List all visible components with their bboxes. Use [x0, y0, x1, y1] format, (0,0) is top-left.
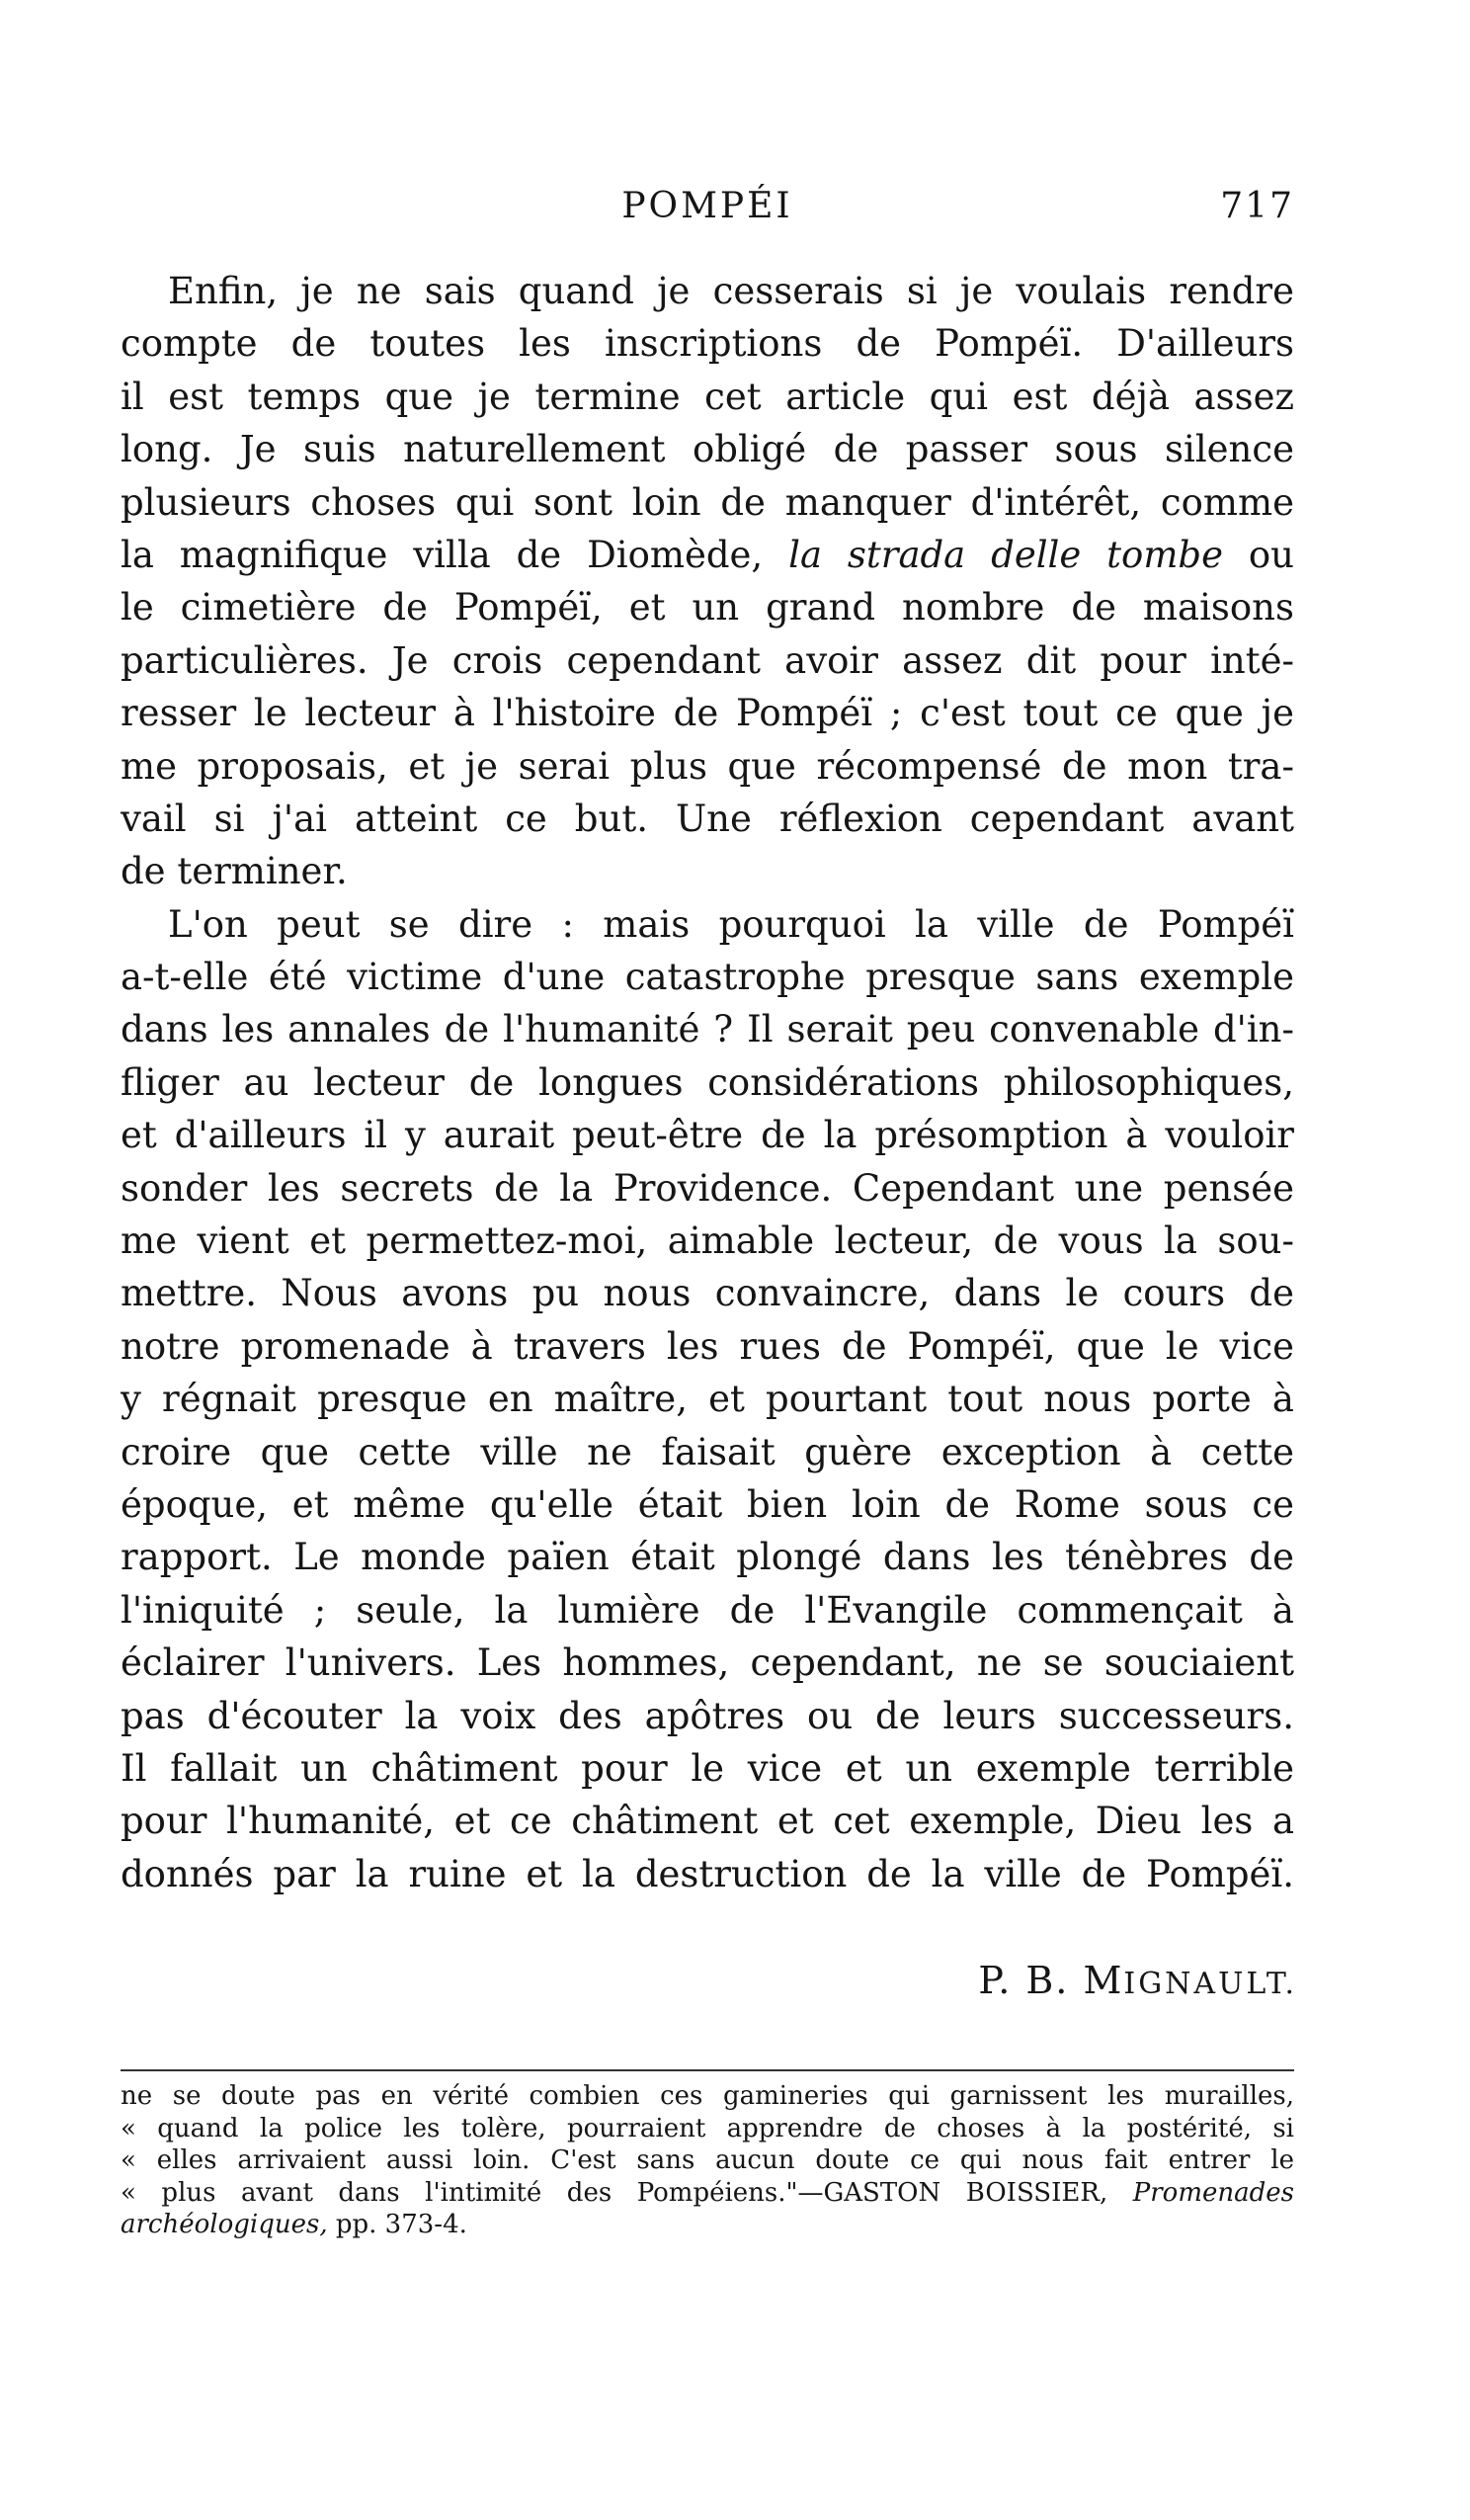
text-line: compte de toutes les inscriptions de Pompéï. D'ailleurs: [121, 322, 1294, 366]
footnote-line: « elles arrivaient aussi loin. C'est sans aucun doute ce qui nous fait entrer le: [121, 2145, 1294, 2175]
main-text: [121, 265, 1294, 1900]
text-line: mettre. Nous avons pu nous convaincre, dans le cours de: [121, 1272, 1294, 1315]
text-line: sonder les secrets de la Providence. Cependant une pensée: [121, 1166, 1294, 1210]
text-line-with-italic: [121, 529, 1294, 581]
text-line: dans les annales de l'humanité ? Il serait peu convenable d'in-: [121, 1008, 1294, 1051]
text-line: rapport. Le monde païen était plongé dans les ténèbres de: [121, 1536, 1294, 1579]
running-title: POMPÉI: [621, 186, 793, 226]
text-line: Enfin, je ne sais quand je cesserais si je voulais rendre: [168, 270, 1294, 312]
text-line: vail si j'ai atteint ce but. Une réflexion cependant avant: [121, 797, 1294, 840]
text-line: resser le lecteur à l'histoire de Pompéï ; c'est tout ce que je: [121, 692, 1294, 735]
italic-title: la strada delle tombe: [788, 533, 1223, 576]
text-line: le cimetière de Pompéï, et un grand nombre de maisons: [121, 586, 1294, 630]
text-line: me proposais, et je serai plus que récompensé de mon tra-: [121, 744, 1294, 788]
footnote-line: ne se doute pas en vérité combien ces gamineries qui garnissent les murailles,: [121, 2081, 1294, 2111]
text-line: il est temps que je termine cet article qui est déjà assez: [121, 375, 1294, 418]
text-line: a-t-elle été victime d'une catastrophe presque sans exemple: [121, 956, 1294, 999]
text-line: époque, et même qu'elle était bien loin de Rome sous ce: [121, 1482, 1294, 1526]
text-line: L'on peut se dire : mais pourquoi la ville de Pompéï: [168, 902, 1294, 946]
text-line: croire que cette ville ne faisait guère exception à cette: [121, 1430, 1294, 1473]
text-line: particulières. Je crois cependant avoir assez dit pour inté-: [121, 638, 1294, 682]
footnote-line: « quand la police les tolère, pourraient apprendre de choses à la postérité, si: [121, 2113, 1294, 2143]
text-line: plusieurs choses qui sont loin de manquer d'intérêt, comme: [121, 480, 1294, 524]
text-segment: « plus avant dans l'intimité des Pompéiens."—GASTON BOISSIER,: [121, 2177, 1108, 2208]
text-segment: la magnifique villa de Diomède,: [121, 533, 764, 576]
page-number: 717: [1220, 186, 1294, 226]
text-segment: ou: [1248, 533, 1294, 576]
text-line: Il fallait un châtiment pour le vice et un exemple terrible: [121, 1746, 1294, 1790]
footnote-line-with-italic: [121, 2177, 1294, 2210]
signature-initials: P. B. M: [978, 1959, 1124, 2002]
signature-surname: IGNAULT.: [1123, 1967, 1297, 2001]
footnote: [121, 2080, 1294, 2241]
footnote-divider: [121, 2069, 1294, 2071]
text-line: pour l'humanité, et ce châtiment et cet exemple, Dieu les a: [121, 1800, 1294, 1843]
page-header: [121, 186, 1294, 235]
text-line: donnés par la ruine et la destruction de la ville de Pompéï.: [121, 1852, 1294, 1895]
text-segment: pp. 373-4.: [335, 2210, 467, 2239]
author-signature: [978, 1959, 1297, 2002]
text-line: de terminer.: [121, 850, 348, 893]
text-line: l'iniquité ; seule, la lumière de l'Evangile commençait à: [121, 1588, 1294, 1632]
text-line: y régnait presque en maître, et pourtant tout nous porte à: [121, 1378, 1294, 1421]
text-line: pas d'écouter la voix des apôtres ou de leurs successeurs.: [121, 1694, 1294, 1737]
text-line: long. Je suis naturellement obligé de passer sous silence: [121, 428, 1294, 471]
italic-title: archéologiques,: [121, 2210, 328, 2239]
text-line: notre promenade à travers les rues de Pompéï, que le vice: [121, 1324, 1294, 1368]
footnote-line-with-italic: [121, 2209, 1294, 2241]
italic-title: Promenades: [1132, 2177, 1294, 2208]
text-line: fliger au lecteur de longues considérations philosophiques,: [121, 1060, 1294, 1104]
text-line: éclairer l'univers. Les hommes, cependant, ne se souciaient: [121, 1641, 1294, 1685]
text-line: me vient et permettez-moi, aimable lecteur, de vous la sou-: [121, 1219, 1294, 1263]
text-line: et d'ailleurs il y aurait peut-être de la présomption à vouloir: [121, 1114, 1294, 1157]
